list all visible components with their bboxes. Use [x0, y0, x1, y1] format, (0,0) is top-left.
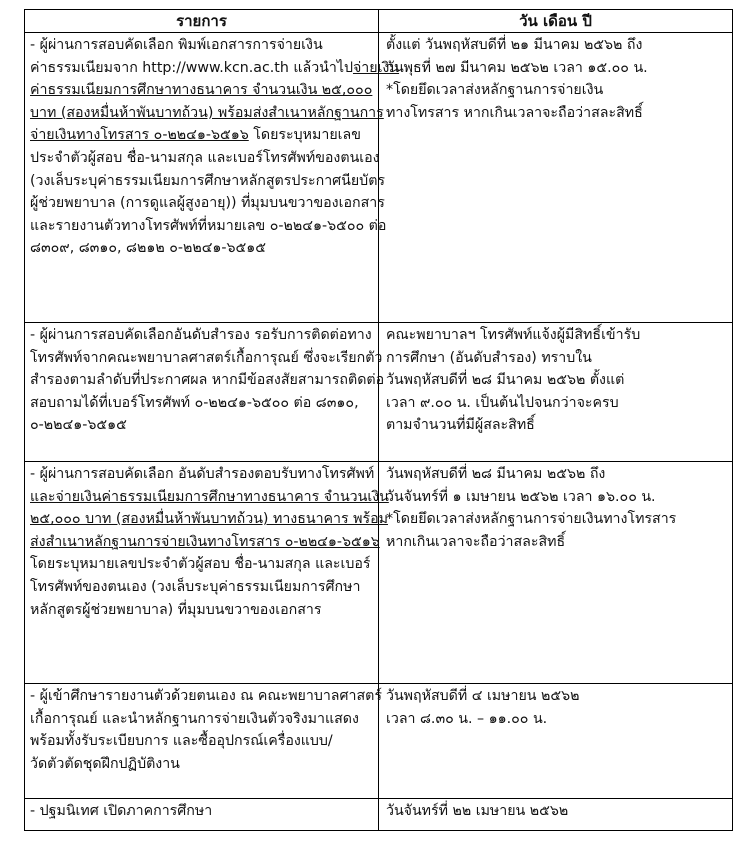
item-line [30, 102, 384, 125]
date-cell [379, 33, 733, 323]
date-line: ตามจำนวนที่มีผู้สละสิทธิ์ [386, 417, 535, 434]
item-line [30, 414, 374, 437]
date-line: ตั้งแต่ วันพฤหัสบดีที่ ๒๑ มีนาคม ๒๕๖๒ ถึง [386, 37, 643, 53]
date-line: คณะพยาบาลฯ โทรศัพท์แจ้งผู้มีสิทธิ์เข้ารับ [386, 327, 641, 343]
date-line: ทางโทรสาร หากเกินเวลาจะถือว่าสละสิทธิ์ [386, 104, 643, 121]
table-row [25, 799, 733, 831]
table-row [25, 323, 733, 462]
item-text: - ผู้เข้าศึกษารายงานตัวด้วยตนเอง ณ คณะพยาบาลศาสตร์ [30, 688, 382, 704]
item-text: ๘๓๐๙, ๘๓๑๐, ๘๒๑๒ ๐-๒๒๔๑-๖๕๑๕ [30, 240, 267, 257]
date-cell [379, 799, 733, 831]
date-cell [379, 462, 733, 684]
item-line [30, 486, 389, 509]
date-line: วันจันทร์ที่ ๑ เมษายน ๒๕๖๒ เวลา ๑๖.๐๐ น. [386, 488, 656, 505]
item-text: - ผู้ผ่านการสอบคัดเลือก พิมพ์เอกสารการจ่ายเงิน [30, 37, 323, 53]
item-text: โทรศัพท์จากคณะพยาบาลศาสตร์เกื้อการุณย์ ซึ่งจะเรียกตัว [30, 349, 383, 366]
underlined-text: ๒๕,๐๐๐ บาท (สองหมื่นห้าพันบาทถ้วน) ทางธนาคาร พร้อม [30, 511, 388, 528]
item-line [30, 685, 382, 708]
table-row [25, 684, 733, 799]
header-date: วัน เดือน ปี [379, 10, 733, 33]
item-line [30, 753, 374, 776]
item-line [30, 324, 374, 347]
date-line: *โดยยึดเวลาส่งหลักฐานการจ่ายเงิน [386, 82, 604, 99]
item-line [30, 192, 385, 215]
item-cell [25, 323, 385, 462]
item-text: และรายงานตัวทางโทรศัพท์ที่หมายเลข ๐-๒๒๔๑-๖๕๐๐ ต่อ [30, 217, 387, 234]
item-text: ผู้ช่วยพยาบาล (การดูแลผู้สูงอายุ)) ที่มุมบนขวาของเอกสาร [30, 195, 385, 212]
item-line [30, 392, 374, 415]
table-row [25, 462, 733, 684]
item-text: วัดตัวตัดชุดฝึกปฏิบัติงาน [30, 755, 180, 772]
item-line [30, 237, 374, 260]
date-line: วันพฤหัสบดีที่ ๒๘ มีนาคม ๒๕๖๒ ถึง [386, 466, 606, 482]
item-line [30, 463, 374, 486]
item-line [30, 708, 374, 731]
item-text: - ผู้ผ่านการสอบคัดเลือก อันดับสำรองตอบรับทางโทรศัพท์ [30, 466, 375, 482]
schedule-table [24, 9, 733, 831]
item-cell [25, 33, 400, 323]
item-line [30, 147, 380, 170]
item-text: - ผู้ผ่านการสอบคัดเลือกอันดับสำรอง รอรับการติดต่อทาง [30, 327, 372, 343]
item-line [30, 79, 374, 102]
table-header-row [25, 10, 733, 33]
item-text: โทรศัพท์ของตนเอง (วงเล็บระบุค่าธรรมเนียมการศึกษา [30, 578, 361, 595]
item-text: พร้อมทั้งรับระเบียบการ และซื้ออุปกรณ์เครื่องแบบ/ [30, 733, 333, 750]
item-line [30, 215, 387, 238]
item-cell [25, 799, 379, 831]
item-line [30, 553, 374, 576]
item-text: โดยระบุหมายเลข [248, 127, 361, 144]
table-row [25, 33, 733, 323]
item-text: สอบถามได้ที่เบอร์โทรศัพท์ ๐-๒๒๔๑-๖๕๐๐ ต่อ ๘๓๑๐, [30, 394, 359, 411]
underlined-text: และจ่ายเงินค่าธรรมเนียมการศึกษาทางธนาคาร จำนวนเงิน [30, 488, 389, 505]
item-text: โดยระบุหมายเลขประจำตัวผู้สอบ ชื่อ-นามสกุล และเบอร์ [30, 556, 371, 573]
item-line [30, 599, 374, 622]
date-line: เวลา ๙.๐๐ น. เป็นต้นไปจนกว่าจะครบ [386, 394, 619, 411]
underlined-text: จ่ายเงินทางโทรสาร ๐-๒๒๔๑-๖๕๑๖ [30, 127, 249, 144]
item-text: ประจำตัวผู้สอบ ชื่อ-นามสกุล และเบอร์โทรศัพท์ของตนเอง [30, 149, 380, 166]
item-text: เกื้อการุณย์ และนำหลักฐานการจ่ายเงินตัวจริงมาแสดง [30, 710, 359, 727]
item-line [30, 34, 374, 57]
item-line [30, 730, 374, 753]
date-line: วันพุธที่ ๒๗ มีนาคม ๒๕๖๒ เวลา ๑๕.๐๐ น. [386, 59, 648, 76]
underlined-text: ส่งสำเนาหลักฐานการจ่ายเงินทางโทรสาร ๐-๒๒๔๑-๖๕๑๖ [30, 533, 380, 550]
underlined-text: จ่ายเงิน [352, 59, 400, 76]
date-line: การศึกษา (อันดับสำรอง) ทราบใน [386, 349, 592, 366]
item-cell [25, 462, 389, 684]
date-line: วันพฤหัสบดีที่ ๒๘ มีนาคม ๒๕๖๒ ตั้งแต่ [386, 372, 625, 389]
item-line [30, 57, 400, 80]
underlined-text: บาท (สองหมื่นห้าพันบาทถ้วน) พร้อมส่งสำเนาหลักฐานการ [30, 104, 384, 121]
item-text: (วงเล็บระบุค่าธรรมเนียมการศึกษาหลักสูตรประกาศนียบัตร [30, 172, 386, 189]
date-cell [379, 684, 733, 799]
item-line [30, 800, 374, 823]
item-line [30, 369, 385, 392]
item-text: ๐-๒๒๔๑-๖๕๑๕ [30, 417, 127, 434]
item-line [30, 347, 383, 370]
date-line: หากเกินเวลาจะถือว่าสละสิทธิ์ [386, 533, 566, 550]
date-line: วันพฤหัสบดีที่ ๔ เมษายน ๒๕๖๒ [386, 688, 580, 704]
date-line: เวลา ๘.๓๐ น. – ๑๑.๐๐ น. [386, 710, 548, 727]
date-cell [379, 323, 733, 462]
item-line [30, 576, 374, 599]
item-text: หลักสูตรผู้ช่วยพยาบาล) ที่มุมบนขวาของเอกสาร [30, 601, 322, 618]
header-item: รายการ [25, 10, 379, 33]
date-line: *โดยยึดเวลาส่งหลักฐานการจ่ายเงินทางโทรสาร [386, 511, 677, 528]
underlined-text: ค่าธรรมเนียมการศึกษาทางธนาคาร จำนวนเงิน ๒๕,๐๐๐ [30, 82, 373, 99]
item-line [30, 170, 386, 193]
item-line [30, 531, 380, 554]
item-line [30, 124, 374, 147]
item-text: สำรองตามลำดับที่ประกาศผล หากมีข้อสงสัยสามารถติดต่อ [30, 372, 385, 389]
item-line [30, 508, 388, 531]
date-line: วันจันทร์ที่ ๒๒ เมษายน ๒๕๖๒ [386, 803, 569, 819]
item-text: ค่าธรรมเนียมจาก http://www.kcn.ac.th แล้วนำไป [30, 59, 353, 76]
item-cell [25, 684, 382, 799]
item-text: - ปฐมนิเทศ เปิดภาคการศึกษา [30, 803, 213, 819]
